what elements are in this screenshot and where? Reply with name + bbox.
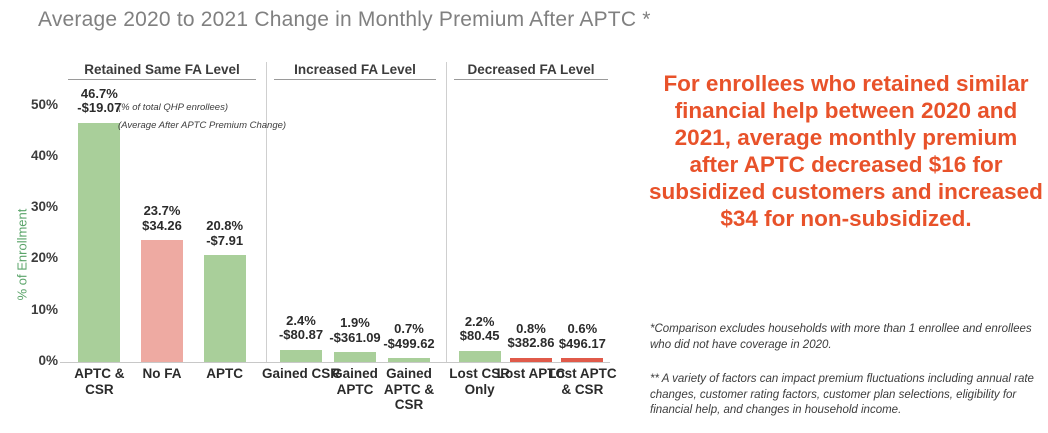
bar-value-label: 46.7% -$19.07 (77, 85, 122, 116)
x-axis-label: Lost APTC & CSR (548, 366, 617, 397)
y-axis-tick: 30% (30, 199, 58, 215)
bar (388, 358, 430, 362)
bar-value-label: 20.8% -$7.91 (206, 218, 244, 248)
y-axis-tick: 20% (30, 250, 58, 266)
y-axis-tick: 40% (30, 147, 58, 163)
bar-value-label: 0.8% $382.86 (507, 320, 555, 351)
bar-value-label: 2.4% -$80.87 (278, 312, 324, 343)
bar-value-label: 1.9% -$361.09 (329, 315, 381, 345)
bar (280, 350, 322, 362)
x-axis-label: APTC (206, 366, 244, 381)
x-axis-label: No FA (142, 366, 182, 381)
x-axis-label: Gained APTC (332, 366, 378, 397)
x-axis-label: Lost CSR Only (449, 366, 511, 397)
group-header: Decreased FA Level (454, 62, 608, 80)
group-header: Increased FA Level (274, 62, 436, 80)
footnote-1: *Comparison excludes households with more than 1 enrollee and enrollees who did not have coverage in 2020. (650, 323, 1032, 351)
x-axis-label: Gained CSR (261, 366, 340, 381)
bar (459, 351, 501, 362)
x-axis-label: Lost APTC (496, 366, 566, 381)
bar-value-label: 0.7% -$499.62 (383, 321, 435, 351)
bar (141, 240, 183, 362)
bar (510, 358, 552, 362)
annotation-pct-note: (% of total QHP enrollees) (118, 102, 228, 113)
bar (204, 255, 246, 362)
x-axis-label: Gained APTC & CSR (383, 366, 435, 413)
bar (78, 123, 120, 362)
bar-value-label: 2.2% $80.45 (459, 313, 500, 344)
page-title: Average 2020 to 2021 Change in Monthly Premium After APTC * (38, 8, 651, 31)
annotation-amount-note: (Average After APTC Premium Change) (118, 120, 287, 131)
y-axis-title: % of Enrollment (14, 208, 30, 301)
callout-text: For enrollees who retained similar financial help between 2020 and 2021, average monthly premium after APTC decreased $16 for subsidized customers and increased $34 for non-subsidized. (649, 71, 1043, 231)
y-axis-tick: 0% (38, 353, 58, 368)
y-axis-tick: 50% (30, 96, 58, 112)
bar-value-label: 23.7% $34.26 (142, 203, 182, 234)
footnote-2: ** A variety of factors can impact premium fluctuations including annual rate changes, customer rating factors, customer plan selections, eligibility for financial help, and changes in household income. (650, 373, 1034, 417)
bar (561, 358, 603, 362)
bar (334, 352, 376, 362)
plot-area (60, 62, 617, 413)
bar-value-label: 0.6% $496.17 (558, 321, 606, 351)
y-axis-tick: 10% (30, 301, 58, 317)
chart-panel (0, 62, 632, 433)
group-header: Retained Same FA Level (68, 62, 256, 80)
x-axis-label: APTC & CSR (74, 366, 125, 397)
